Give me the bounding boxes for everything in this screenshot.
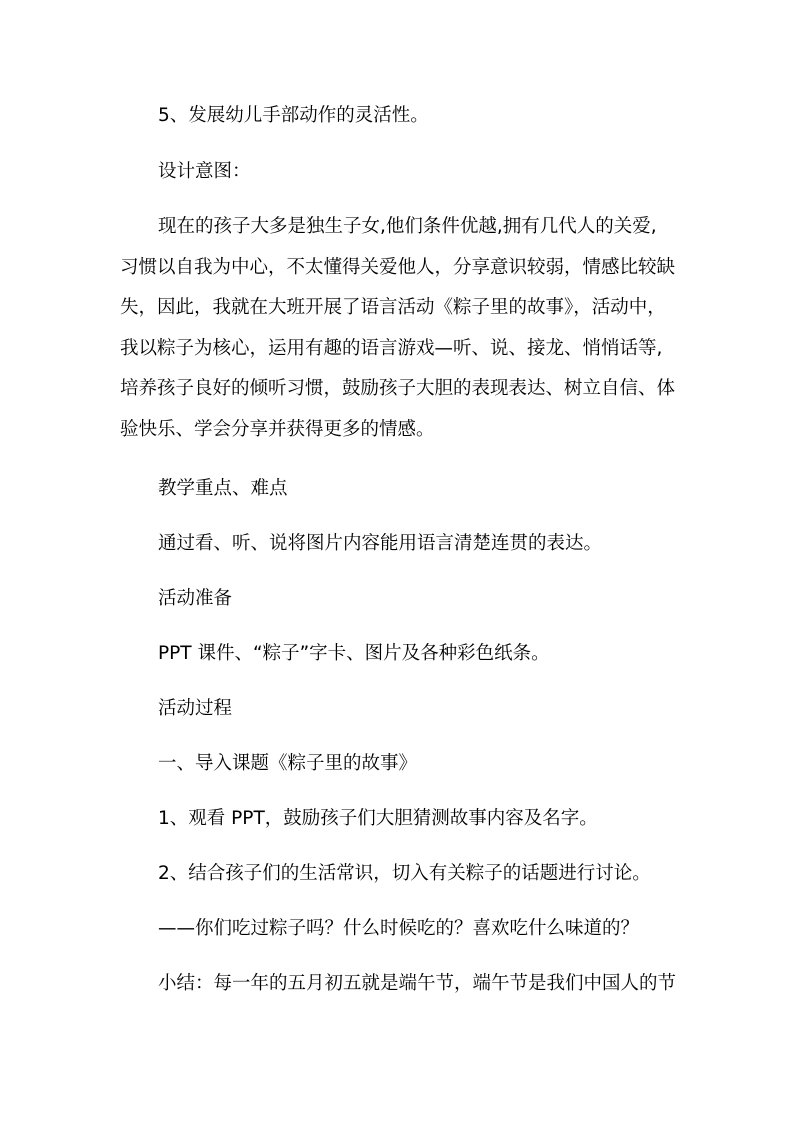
text-line: 验快乐、学会分享并获得更多的情感。 (120, 418, 435, 440)
text-line: 培养孩子良好的倾听习惯，鼓励孩子大胆的表现表达、树立自信、体 (120, 378, 676, 399)
heading-key-points: 教学重点、难点 (158, 478, 288, 499)
heading-design-intent: 设计意图： (158, 161, 251, 182)
text-line: 现在的孩子大多是独生子女,他们条件优越,拥有几代人的关爱, (158, 216, 657, 237)
text-line: 我以粽子为核心，运用有趣的语言游戏—听、说、接龙、悄悄话等, (120, 337, 663, 359)
heading-activity-prep: 活动准备 (158, 588, 233, 609)
paragraph-key-points-body: 通过看、听、说将图片内容能用语言清楚连贯的表达。 (158, 533, 603, 554)
paragraph-questions: ——你们吃过粽子吗？什么时候吃的？喜欢吃什么味道的？ (158, 918, 640, 939)
paragraph-goal-5: 5、发展幼儿手部动作的灵活性。 (158, 105, 429, 126)
paragraph-step-2: 2、结合孩子们的生活常识，切入有关粽子的话题进行讨论。 (158, 863, 651, 884)
text-line: 习惯以自我为中心，不太懂得关爱他人，分享意识较弱，情感比较缺 (120, 256, 676, 278)
text-line: 失，因此，我就在大班开展了语言活动《粽子里的故事》，活动中， (120, 297, 666, 318)
paragraph-activity-prep-body: PPT 课件、“粽子”字卡、图片及各种彩色纸条。 (158, 643, 550, 664)
paragraph-summary: 小结：每一年的五月初五就是端午节，端午节是我们中国人的节 (158, 973, 677, 994)
paragraph-design-intent-body (120, 207, 690, 450)
heading-section-1: 一、导入课题《粽子里的故事》 (158, 753, 418, 774)
heading-activity-process: 活动过程 (158, 698, 233, 719)
paragraph-step-1: 1、观看 PPT，鼓励孩子们大胆猜测故事内容及名字。 (158, 808, 598, 829)
